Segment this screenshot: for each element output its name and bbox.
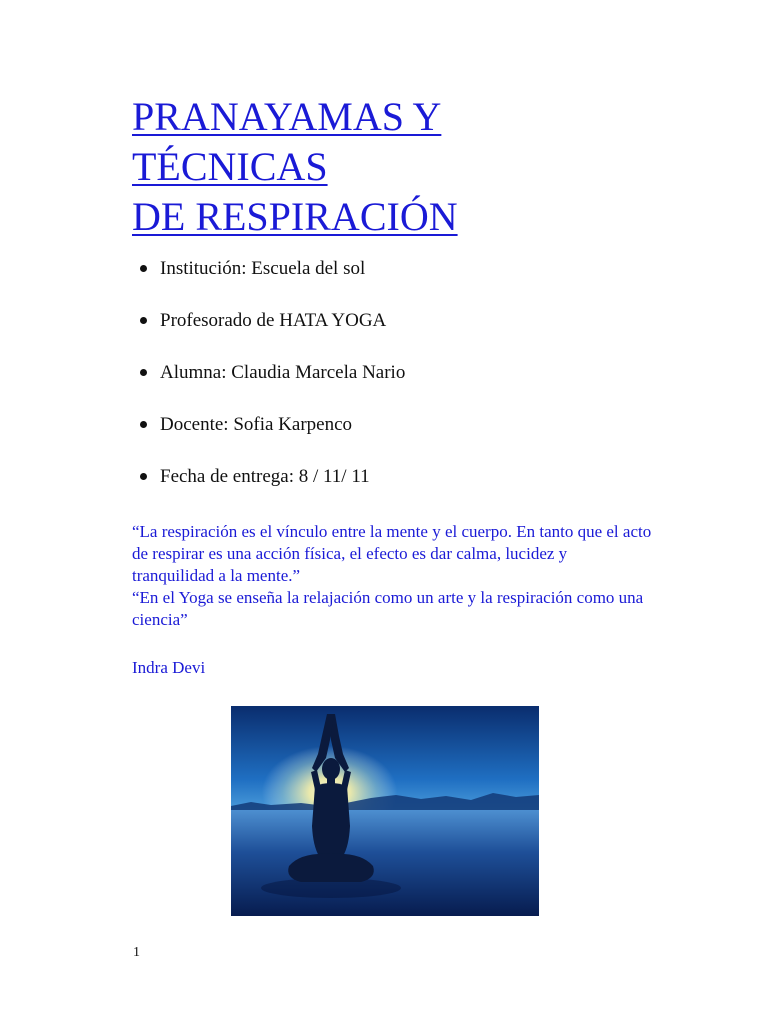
bullet-icon — [140, 421, 147, 428]
bullet-icon — [140, 317, 147, 324]
info-item-alumna — [138, 358, 405, 410]
info-item-fecha — [138, 462, 405, 514]
document-title — [132, 92, 458, 242]
page-number: 1 — [133, 945, 140, 960]
quote-block — [132, 521, 652, 631]
info-item-text: Institución: Escuela del sol — [160, 258, 366, 279]
quote-author: Indra Devi — [132, 658, 206, 677]
info-list — [138, 254, 405, 514]
info-item-text: Profesorado de HATA YOGA — [160, 310, 387, 331]
quote-paragraph-1: “La respiración es el vínculo entre la mente y el cuerpo. En tanto que el acto de respirar es una acción física, el efecto es dar calma, lucidez y tranquilidad a la mente.” — [132, 522, 652, 585]
bullet-icon — [140, 473, 147, 480]
info-item-text: Docente: Sofia Karpenco — [160, 414, 353, 435]
info-item-institucion — [138, 254, 405, 306]
title-line-1: PRANAYAMAS Y — [132, 94, 442, 139]
title-line-2: TÉCNICAS — [132, 144, 328, 189]
quote-paragraph-2: “En el Yoga se enseña la relajación como un arte y la respiración como una ciencia” — [132, 588, 644, 629]
info-item-profesorado — [138, 306, 405, 358]
info-item-docente — [138, 410, 405, 462]
bullet-icon — [140, 369, 147, 376]
info-item-text: Fecha de entrega: 8 / 11/ 11 — [160, 466, 370, 487]
bullet-icon — [140, 265, 147, 272]
yoga-meditation-image — [231, 706, 539, 916]
title-line-3: DE RESPIRACIÓN — [132, 194, 458, 239]
info-item-text: Alumna: Claudia Marcela Nario — [160, 362, 406, 383]
